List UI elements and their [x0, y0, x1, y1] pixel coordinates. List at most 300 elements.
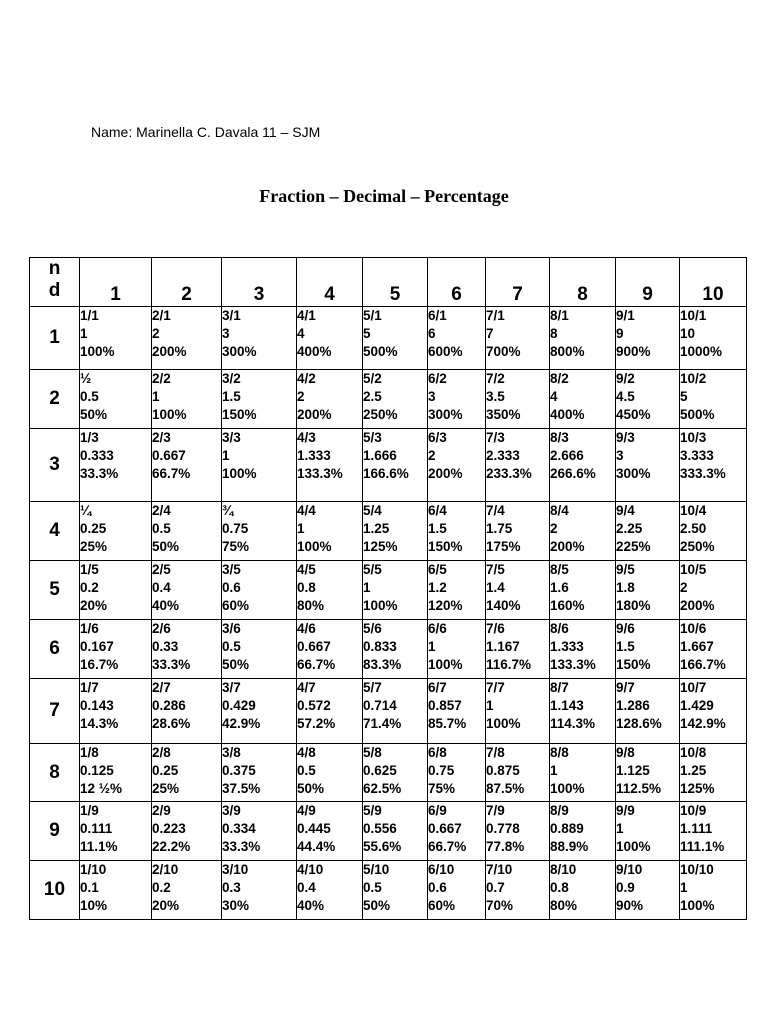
cell-decimal: 0.375: [222, 763, 256, 778]
table-cell: [616, 744, 680, 802]
table-cell: [428, 861, 486, 920]
table-row: [30, 802, 747, 861]
cell-percentage: 266.6%: [550, 466, 596, 481]
table-cell: [80, 861, 152, 920]
cell-fraction: 3/8: [222, 745, 241, 760]
cell-percentage: 400%: [297, 344, 332, 359]
table-cell: [486, 802, 550, 861]
table-cell: [297, 620, 363, 679]
cell-fraction: 4/9: [297, 803, 316, 818]
cell-decimal: 3: [222, 326, 230, 341]
table-cell: [222, 620, 297, 679]
cell-decimal: 2.5: [363, 389, 382, 404]
cell-percentage: 166.6%: [363, 466, 409, 481]
cell-fraction: 6/1: [428, 308, 447, 323]
cell-decimal: 2: [550, 521, 558, 536]
table-cell: [428, 307, 486, 370]
cell-fraction: 8/7: [550, 680, 569, 695]
cell-decimal: 0.111: [80, 821, 113, 836]
cell-fraction: 1/3: [80, 430, 99, 445]
column-header: 3: [222, 258, 297, 307]
cell-decimal: 1.5: [222, 389, 241, 404]
cell-decimal: 0.5: [297, 763, 316, 778]
table-cell: [680, 861, 747, 920]
cell-fraction: 2/4: [152, 503, 171, 518]
cell-percentage: 225%: [616, 539, 651, 554]
cell-percentage: 90%: [616, 898, 644, 913]
cell-fraction: 5/2: [363, 371, 382, 386]
cell-decimal: 0.7: [486, 880, 505, 895]
cell-fraction: 6/10: [428, 862, 455, 877]
table-cell: [80, 307, 152, 370]
cell-fraction: 10/2: [680, 371, 707, 386]
cell-decimal: 0.8: [297, 580, 316, 595]
table-cell: [297, 429, 363, 502]
header-row: [30, 258, 747, 307]
table-cell: [363, 620, 428, 679]
cell-percentage: 100%: [486, 716, 521, 731]
cell-percentage: 12 ½%: [80, 781, 123, 796]
table-row: [30, 679, 747, 744]
table-cell: [680, 802, 747, 861]
table-cell: [222, 802, 297, 861]
cell-decimal: 0.5: [222, 639, 241, 654]
cell-percentage: 87.5%: [486, 781, 525, 796]
cell-fraction: 5/6: [363, 621, 382, 636]
cell-fraction: ¼: [80, 503, 92, 518]
cell-fraction: 7/8: [486, 745, 505, 760]
cell-fraction: 5/10: [363, 862, 390, 877]
cell-percentage: 180%: [616, 598, 651, 613]
cell-percentage: 500%: [680, 407, 715, 422]
cell-percentage: 16.7%: [80, 657, 119, 672]
cell-fraction: 3/3: [222, 430, 241, 445]
column-header: 10: [680, 258, 747, 307]
cell-percentage: 100%: [80, 344, 115, 359]
cell-percentage: 66.7%: [428, 839, 467, 854]
cell-decimal: 0.25: [152, 763, 179, 778]
cell-percentage: 88.9%: [550, 839, 589, 854]
cell-fraction: 2/3: [152, 430, 171, 445]
cell-fraction: 10/1: [680, 308, 707, 323]
table-cell: [486, 744, 550, 802]
cell-decimal: 1.333: [297, 448, 331, 463]
table-row: [30, 307, 747, 370]
cell-decimal: 2: [680, 580, 688, 595]
cell-percentage: 166.7%: [680, 657, 726, 672]
cell-fraction: 1/9: [80, 803, 99, 818]
cell-decimal: 2: [428, 448, 436, 463]
cell-percentage: 800%: [550, 344, 585, 359]
cell-percentage: 71.4%: [363, 716, 402, 731]
cell-percentage: 100%: [363, 598, 398, 613]
table-cell: [616, 861, 680, 920]
cell-decimal: 1.286: [616, 698, 650, 713]
cell-decimal: 1.25: [680, 763, 707, 778]
cell-fraction: 3/7: [222, 680, 241, 695]
cell-fraction: 7/9: [486, 803, 505, 818]
table-cell: [550, 679, 616, 744]
cell-percentage: 57.2%: [297, 716, 336, 731]
cell-percentage: 114.3%: [550, 716, 596, 731]
cell-fraction: 4/8: [297, 745, 316, 760]
cell-decimal: 0.6: [428, 880, 447, 895]
cell-decimal: 2.666: [550, 448, 584, 463]
cell-percentage: 40%: [297, 898, 325, 913]
table-cell: [616, 307, 680, 370]
cell-fraction: 4/4: [297, 503, 316, 518]
cell-percentage: 120%: [428, 598, 463, 613]
cell-decimal: 1: [152, 389, 160, 404]
cell-percentage: 100%: [616, 839, 651, 854]
cell-percentage: 10%: [80, 898, 108, 913]
table-cell: [550, 802, 616, 861]
cell-percentage: 85.7%: [428, 716, 467, 731]
cell-percentage: 75%: [428, 781, 456, 796]
cell-decimal: 0.3: [222, 880, 241, 895]
cell-fraction: 4/5: [297, 562, 316, 577]
cell-decimal: 0.445: [297, 821, 331, 836]
cell-decimal: 0.143: [80, 698, 114, 713]
table-cell: [363, 429, 428, 502]
row-header: 2: [30, 370, 80, 429]
cell-decimal: 1.25: [363, 521, 390, 536]
cell-percentage: 50%: [222, 657, 250, 672]
cell-percentage: 80%: [550, 898, 578, 913]
row-header: 9: [30, 802, 80, 861]
table-cell: [486, 679, 550, 744]
cell-decimal: 4: [550, 389, 558, 404]
cell-fraction: 5/5: [363, 562, 382, 577]
cell-fraction: 8/6: [550, 621, 569, 636]
cell-fraction: 6/7: [428, 680, 447, 695]
cell-decimal: 0.9: [616, 880, 635, 895]
cell-percentage: 100%: [550, 781, 585, 796]
cell-percentage: 100%: [428, 657, 463, 672]
cell-fraction: 8/3: [550, 430, 569, 445]
cell-decimal: 10: [680, 326, 696, 341]
column-header: 7: [486, 258, 550, 307]
cell-fraction: 7/6: [486, 621, 505, 636]
cell-fraction: 10/10: [680, 862, 714, 877]
cell-decimal: 0.33: [152, 639, 179, 654]
cell-percentage: 133.3%: [297, 466, 343, 481]
cell-decimal: 0.5: [152, 521, 171, 536]
table-cell: [550, 561, 616, 620]
cell-percentage: 900%: [616, 344, 651, 359]
cell-fraction: 10/5: [680, 562, 707, 577]
table-cell: [152, 502, 222, 561]
cell-decimal: 0.4: [152, 580, 171, 595]
table-cell: [80, 802, 152, 861]
cell-decimal: 0.4: [297, 880, 316, 895]
cell-fraction: 4/7: [297, 680, 316, 695]
cell-decimal: 1: [80, 326, 88, 341]
cell-fraction: 2/6: [152, 621, 171, 636]
cell-fraction: 10/8: [680, 745, 707, 760]
cell-percentage: 112.5%: [616, 781, 662, 796]
cell-decimal: 0.167: [80, 639, 114, 654]
cell-percentage: 40%: [152, 598, 180, 613]
table-cell: [428, 802, 486, 861]
table-row: [30, 429, 747, 502]
cell-fraction: 8/10: [550, 862, 577, 877]
cell-percentage: 700%: [486, 344, 521, 359]
row-header: 6: [30, 620, 80, 679]
cell-decimal: 1.4: [486, 580, 505, 595]
cell-percentage: 20%: [80, 598, 108, 613]
table-cell: [428, 429, 486, 502]
table-cell: [550, 620, 616, 679]
cell-decimal: 0.5: [80, 389, 99, 404]
cell-percentage: 42.9%: [222, 716, 261, 731]
cell-fraction: 7/4: [486, 503, 505, 518]
cell-fraction: 4/6: [297, 621, 316, 636]
cell-decimal: 0.667: [297, 639, 331, 654]
cell-fraction: 4/3: [297, 430, 316, 445]
cell-fraction: 9/5: [616, 562, 635, 577]
table-cell: [152, 861, 222, 920]
cell-decimal: 0.8: [550, 880, 569, 895]
cell-decimal: 0.286: [152, 698, 186, 713]
cell-decimal: 0.333: [80, 448, 114, 463]
cell-fraction: ¾: [222, 503, 234, 518]
table-cell: [680, 307, 747, 370]
table-cell: [428, 561, 486, 620]
table-cell: [680, 502, 747, 561]
table-cell: [616, 802, 680, 861]
cell-decimal: 0.667: [428, 821, 462, 836]
cell-fraction: 9/8: [616, 745, 635, 760]
cell-decimal: 5: [363, 326, 371, 341]
cell-percentage: 11.1%: [80, 839, 118, 854]
table-cell: [80, 679, 152, 744]
cell-decimal: 0.1: [80, 880, 99, 895]
cell-fraction: 9/9: [616, 803, 635, 818]
cell-decimal: 1: [680, 880, 688, 895]
table-row: [30, 561, 747, 620]
table-cell: [486, 307, 550, 370]
cell-percentage: 33.3%: [152, 657, 191, 672]
table-cell: [680, 620, 747, 679]
table-cell: [616, 679, 680, 744]
cell-decimal: 0.857: [428, 698, 462, 713]
cell-decimal: 1.75: [486, 521, 513, 536]
column-header: 2: [152, 258, 222, 307]
cell-decimal: 4: [297, 326, 305, 341]
table-cell: [428, 679, 486, 744]
cell-decimal: 0.556: [363, 821, 397, 836]
cell-decimal: 9: [616, 326, 624, 341]
table-cell: [152, 679, 222, 744]
table-cell: [152, 307, 222, 370]
cell-decimal: 1.667: [680, 639, 714, 654]
cell-percentage: 50%: [80, 407, 108, 422]
cell-decimal: 1.8: [616, 580, 635, 595]
corner-cell: [30, 258, 80, 307]
cell-percentage: 140%: [486, 598, 521, 613]
cell-fraction: 6/2: [428, 371, 447, 386]
cell-fraction: ½: [80, 371, 92, 386]
numerator-label: n: [48, 258, 61, 279]
cell-fraction: 3/10: [222, 862, 249, 877]
row-header: 8: [30, 744, 80, 802]
cell-fraction: 8/4: [550, 503, 569, 518]
cell-percentage: 600%: [428, 344, 463, 359]
table-cell: [222, 744, 297, 802]
fraction-table: [29, 257, 747, 920]
cell-decimal: 1.111: [680, 821, 713, 836]
cell-percentage: 125%: [363, 539, 398, 554]
cell-fraction: 2/5: [152, 562, 171, 577]
cell-decimal: 2: [152, 326, 160, 341]
cell-decimal: 1.6: [550, 580, 569, 595]
cell-decimal: 0.2: [152, 880, 171, 895]
cell-percentage: 200%: [550, 539, 585, 554]
cell-fraction: 9/7: [616, 680, 635, 695]
cell-percentage: 50%: [152, 539, 180, 554]
cell-percentage: 175%: [486, 539, 521, 554]
row-header: 10: [30, 861, 80, 920]
cell-decimal: 1.2: [428, 580, 447, 595]
cell-percentage: 80%: [297, 598, 325, 613]
cell-fraction: 5/3: [363, 430, 382, 445]
cell-decimal: 2: [297, 389, 305, 404]
cell-percentage: 70%: [486, 898, 514, 913]
cell-percentage: 125%: [680, 781, 715, 796]
table-cell: [550, 744, 616, 802]
cell-fraction: 3/6: [222, 621, 241, 636]
table-cell: [616, 429, 680, 502]
row-header: 7: [30, 679, 80, 744]
cell-fraction: 2/8: [152, 745, 171, 760]
column-header: 9: [616, 258, 680, 307]
cell-decimal: 0.714: [363, 698, 397, 713]
table-cell: [550, 370, 616, 429]
cell-decimal: 1: [616, 821, 624, 836]
table-cell: [152, 620, 222, 679]
table-cell: [486, 861, 550, 920]
cell-percentage: 250%: [680, 539, 715, 554]
table-cell: [363, 861, 428, 920]
cell-decimal: 1.143: [550, 698, 584, 713]
table-cell: [80, 429, 152, 502]
cell-percentage: 200%: [428, 466, 463, 481]
cell-decimal: 6: [428, 326, 436, 341]
table-cell: [550, 429, 616, 502]
cell-fraction: 1/1: [80, 308, 99, 323]
cell-percentage: 128.6%: [616, 716, 662, 731]
cell-fraction: 7/1: [486, 308, 505, 323]
cell-percentage: 25%: [152, 781, 180, 796]
cell-fraction: 1/7: [80, 680, 99, 695]
cell-fraction: 5/4: [363, 503, 382, 518]
cell-fraction: 7/10: [486, 862, 513, 877]
cell-percentage: 500%: [363, 344, 398, 359]
table-cell: [152, 561, 222, 620]
table-cell: [680, 561, 747, 620]
row-header: 1: [30, 307, 80, 370]
cell-percentage: 150%: [616, 657, 651, 672]
table-cell: [222, 679, 297, 744]
cell-decimal: 2.50: [680, 521, 707, 536]
cell-fraction: 9/3: [616, 430, 635, 445]
cell-fraction: 3/5: [222, 562, 241, 577]
cell-percentage: 60%: [222, 598, 250, 613]
column-header: 1: [80, 258, 152, 307]
cell-percentage: 28.6%: [152, 716, 191, 731]
cell-decimal: 0.2: [80, 580, 99, 595]
table-cell: [428, 502, 486, 561]
cell-percentage: 233.3%: [486, 466, 532, 481]
table-cell: [680, 370, 747, 429]
table-cell: [80, 502, 152, 561]
cell-percentage: 20%: [152, 898, 180, 913]
row-header: 4: [30, 502, 80, 561]
cell-fraction: 4/1: [297, 308, 316, 323]
cell-fraction: 10/3: [680, 430, 707, 445]
table-cell: [222, 370, 297, 429]
column-header: 6: [428, 258, 486, 307]
table-cell: [486, 561, 550, 620]
cell-percentage: 300%: [222, 344, 257, 359]
cell-fraction: 8/5: [550, 562, 569, 577]
table-cell: [297, 502, 363, 561]
cell-fraction: 9/6: [616, 621, 635, 636]
cell-fraction: 7/2: [486, 371, 505, 386]
cell-decimal: 0.334: [222, 821, 256, 836]
cell-percentage: 300%: [616, 466, 651, 481]
cell-decimal: 1.167: [486, 639, 520, 654]
cell-decimal: 2.25: [616, 521, 643, 536]
table-cell: [80, 370, 152, 429]
denominator-label: d: [48, 280, 61, 301]
row-header: 5: [30, 561, 80, 620]
cell-fraction: 1/6: [80, 621, 99, 636]
cell-fraction: 4/2: [297, 371, 316, 386]
cell-decimal: 0.5: [363, 880, 382, 895]
table-cell: [363, 744, 428, 802]
cell-fraction: 2/10: [152, 862, 179, 877]
table-row: [30, 620, 747, 679]
cell-decimal: 0.667: [152, 448, 186, 463]
cell-decimal: 0.625: [363, 763, 397, 778]
cell-decimal: 0.6: [222, 580, 241, 595]
cell-percentage: 62.5%: [363, 781, 402, 796]
table-cell: [152, 802, 222, 861]
cell-percentage: 250%: [363, 407, 398, 422]
cell-percentage: 400%: [550, 407, 585, 422]
cell-percentage: 200%: [680, 598, 715, 613]
cell-fraction: 6/4: [428, 503, 447, 518]
cell-percentage: 66.7%: [297, 657, 336, 672]
cell-fraction: 10/4: [680, 503, 707, 518]
cell-fraction: 7/5: [486, 562, 505, 577]
table-cell: [486, 620, 550, 679]
cell-percentage: 30%: [222, 898, 250, 913]
table-cell: [550, 502, 616, 561]
table-cell: [550, 861, 616, 920]
cell-decimal: 3.333: [680, 448, 714, 463]
table-cell: [152, 370, 222, 429]
table-cell: [428, 620, 486, 679]
cell-percentage: 142.9%: [680, 716, 726, 731]
cell-decimal: 0.889: [550, 821, 584, 836]
cell-percentage: 100%: [222, 466, 257, 481]
cell-percentage: 60%: [428, 898, 456, 913]
cell-decimal: 0.875: [486, 763, 520, 778]
table-cell: [363, 561, 428, 620]
